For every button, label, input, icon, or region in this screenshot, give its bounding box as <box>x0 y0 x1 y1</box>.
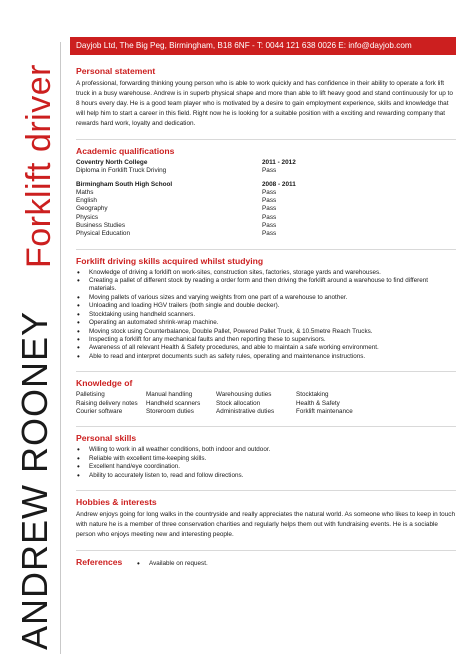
subject-name: Maths <box>76 188 94 196</box>
subject-grade: Pass <box>262 188 277 196</box>
list-item: • Reliable with excellent time-keeping skills. <box>76 455 456 463</box>
subject-grade: Pass <box>262 222 277 230</box>
skills-acquired-section <box>76 256 456 361</box>
knowledge-item: Manual handling <box>146 391 193 399</box>
subject-grade: Pass <box>262 197 277 205</box>
knowledge-item: Warehousing duties <box>216 391 272 399</box>
subject-row <box>76 197 456 205</box>
list-item: • Awareness of all relevant Health & Safety procedures, and able to maintain a safe working environment. <box>76 344 456 352</box>
institution-years: 2008 - 2011 <box>262 180 296 188</box>
list-item: • Knowledge of driving a forklift on work-sites, construction sites, factories, storage yards and warehouses. <box>76 269 456 277</box>
personal-skills-list <box>76 446 456 480</box>
list-item: • Creating a pallet of different stock by reading a order form and then driving the forklift around a warehouse to find different materials. <box>76 277 456 294</box>
subject-grade: Pass <box>262 230 277 238</box>
academic-section <box>76 146 456 239</box>
knowledge-item: Palletising <box>76 391 105 399</box>
subject-row <box>76 222 456 230</box>
subject-row <box>76 205 456 213</box>
hobbies-section <box>76 497 456 540</box>
sidebar-divider <box>60 42 61 654</box>
section-title: Hobbies & interests <box>76 496 157 507</box>
institution-years: 2011 - 2012 <box>262 159 296 166</box>
candidate-name: ANDREW ROONEY <box>14 310 55 650</box>
list-item: • Able to read and interpret documents such as safety rules, operating and maintenance instructions. <box>76 353 456 361</box>
subject-row <box>76 230 456 238</box>
list-item: • Available on request. <box>136 560 208 568</box>
section-divider <box>76 249 456 250</box>
list-item: • Willing to work in all weather conditions, both indoor and outdoor. <box>76 446 456 454</box>
main-content <box>76 66 456 568</box>
list-item: • Moving stock using Counterbalance, Double Pallet, Powered Pallet Truck, & 10.5metre Reach Trucks. <box>76 328 456 336</box>
references-section <box>76 557 456 568</box>
institution-row <box>76 159 456 167</box>
subject-grade: Pass <box>262 205 277 213</box>
references-list <box>136 560 208 568</box>
job-title: Forklift driver <box>20 64 58 268</box>
subject-name: Physical Education <box>76 230 130 238</box>
subject-row <box>76 214 456 222</box>
subject-row <box>76 189 456 197</box>
list-item: • Stocktaking using handheld scanners. <box>76 311 456 319</box>
section-divider <box>76 371 456 372</box>
knowledge-item: Health & Safety <box>296 399 340 407</box>
knowledge-section <box>76 378 456 416</box>
knowledge-item: Forklift maintenance <box>296 407 353 415</box>
knowledge-item: Stocktaking <box>296 391 329 399</box>
personal-skills-section <box>76 433 456 480</box>
contact-bar: Dayjob Ltd, The Big Peg, Birmingham, B18 6NF - T: 0044 121 638 0026 E: info@dayjob.com <box>70 37 456 55</box>
subject-name: Diploma in Forklift Truck Driving <box>76 167 167 175</box>
knowledge-item: Raising delivery notes <box>76 399 138 407</box>
knowledge-item: Stock allocation <box>216 399 261 407</box>
knowledge-item: Courier software <box>76 407 123 415</box>
knowledge-item: Handheld scanners <box>146 399 201 407</box>
section-divider <box>76 426 456 427</box>
list-item: • Inspecting a forklift for any mechanical faults and then reporting these to supervisors. <box>76 336 456 344</box>
section-title: Knowledge of <box>76 378 133 389</box>
subject-grade: Pass <box>262 213 277 221</box>
knowledge-item: Storeroom duties <box>146 407 194 415</box>
sidebar <box>0 0 62 671</box>
section-divider <box>76 139 456 140</box>
list-item: • Unloading and loading HGV trailers (both single and double decker). <box>76 302 456 310</box>
subject-grade: Pass <box>262 167 277 175</box>
section-divider <box>76 490 456 491</box>
section-title: Forklift driving skills acquired whilst studying <box>76 255 264 266</box>
section-title: Personal statement <box>76 66 156 76</box>
hobbies-text: Andrew enjoys going for long walks in the countryside and really appreciates the natural world. As someone who likes to keep in touch with nature he is a member of three conservation charities and regularly helps them out with fundraising events. He is a sociable person who enjoys meeting new and interesting people. <box>76 510 456 538</box>
section-divider <box>76 550 456 551</box>
list-item: • Ability to accurately listen to, read and follow directions. <box>76 472 456 480</box>
subject-name: English <box>76 197 97 205</box>
institution-name: Birmingham South High School <box>76 180 173 188</box>
subject-name: Physics <box>76 213 99 221</box>
subject-name: Business Studies <box>76 222 126 230</box>
institution-row <box>76 181 456 189</box>
list-item: • Moving pallets of various sizes and varying weights from one part of a warehouse to another. <box>76 294 456 302</box>
list-item: • Operating an automated shrink-wrap machine. <box>76 319 456 327</box>
personal-statement-text: A professional, forwarding thinking young person who is able to work quickly and has confidence in their ability to operate a fork lift truck in a busy warehouse. Andrew is in superb physical shape and more than able to lift heavy good and stand continuously for up to 8 hours every day. He is a good team player who is motivated by a desire to gain employment experience, skills and knowledge that will help him to start a career in this field. Right now he is looking for a suitable position with a exciting and rewarding company that rewards hard work, loyalty and dedication. <box>76 80 453 127</box>
subject-name: Geography <box>76 205 108 213</box>
list-item: • Excellent hand/eye coordination. <box>76 463 456 471</box>
section-title: Personal skills <box>76 433 137 444</box>
subject-row <box>76 167 456 175</box>
section-title: References <box>76 556 123 567</box>
knowledge-item: Administrative duties <box>216 407 275 415</box>
personal-statement-section <box>76 66 456 129</box>
institution-name: Coventry North College <box>76 159 148 166</box>
qualifications-table <box>76 159 456 239</box>
knowledge-grid <box>76 391 456 416</box>
skills-list <box>76 269 456 361</box>
section-title: Academic qualifications <box>76 146 175 156</box>
